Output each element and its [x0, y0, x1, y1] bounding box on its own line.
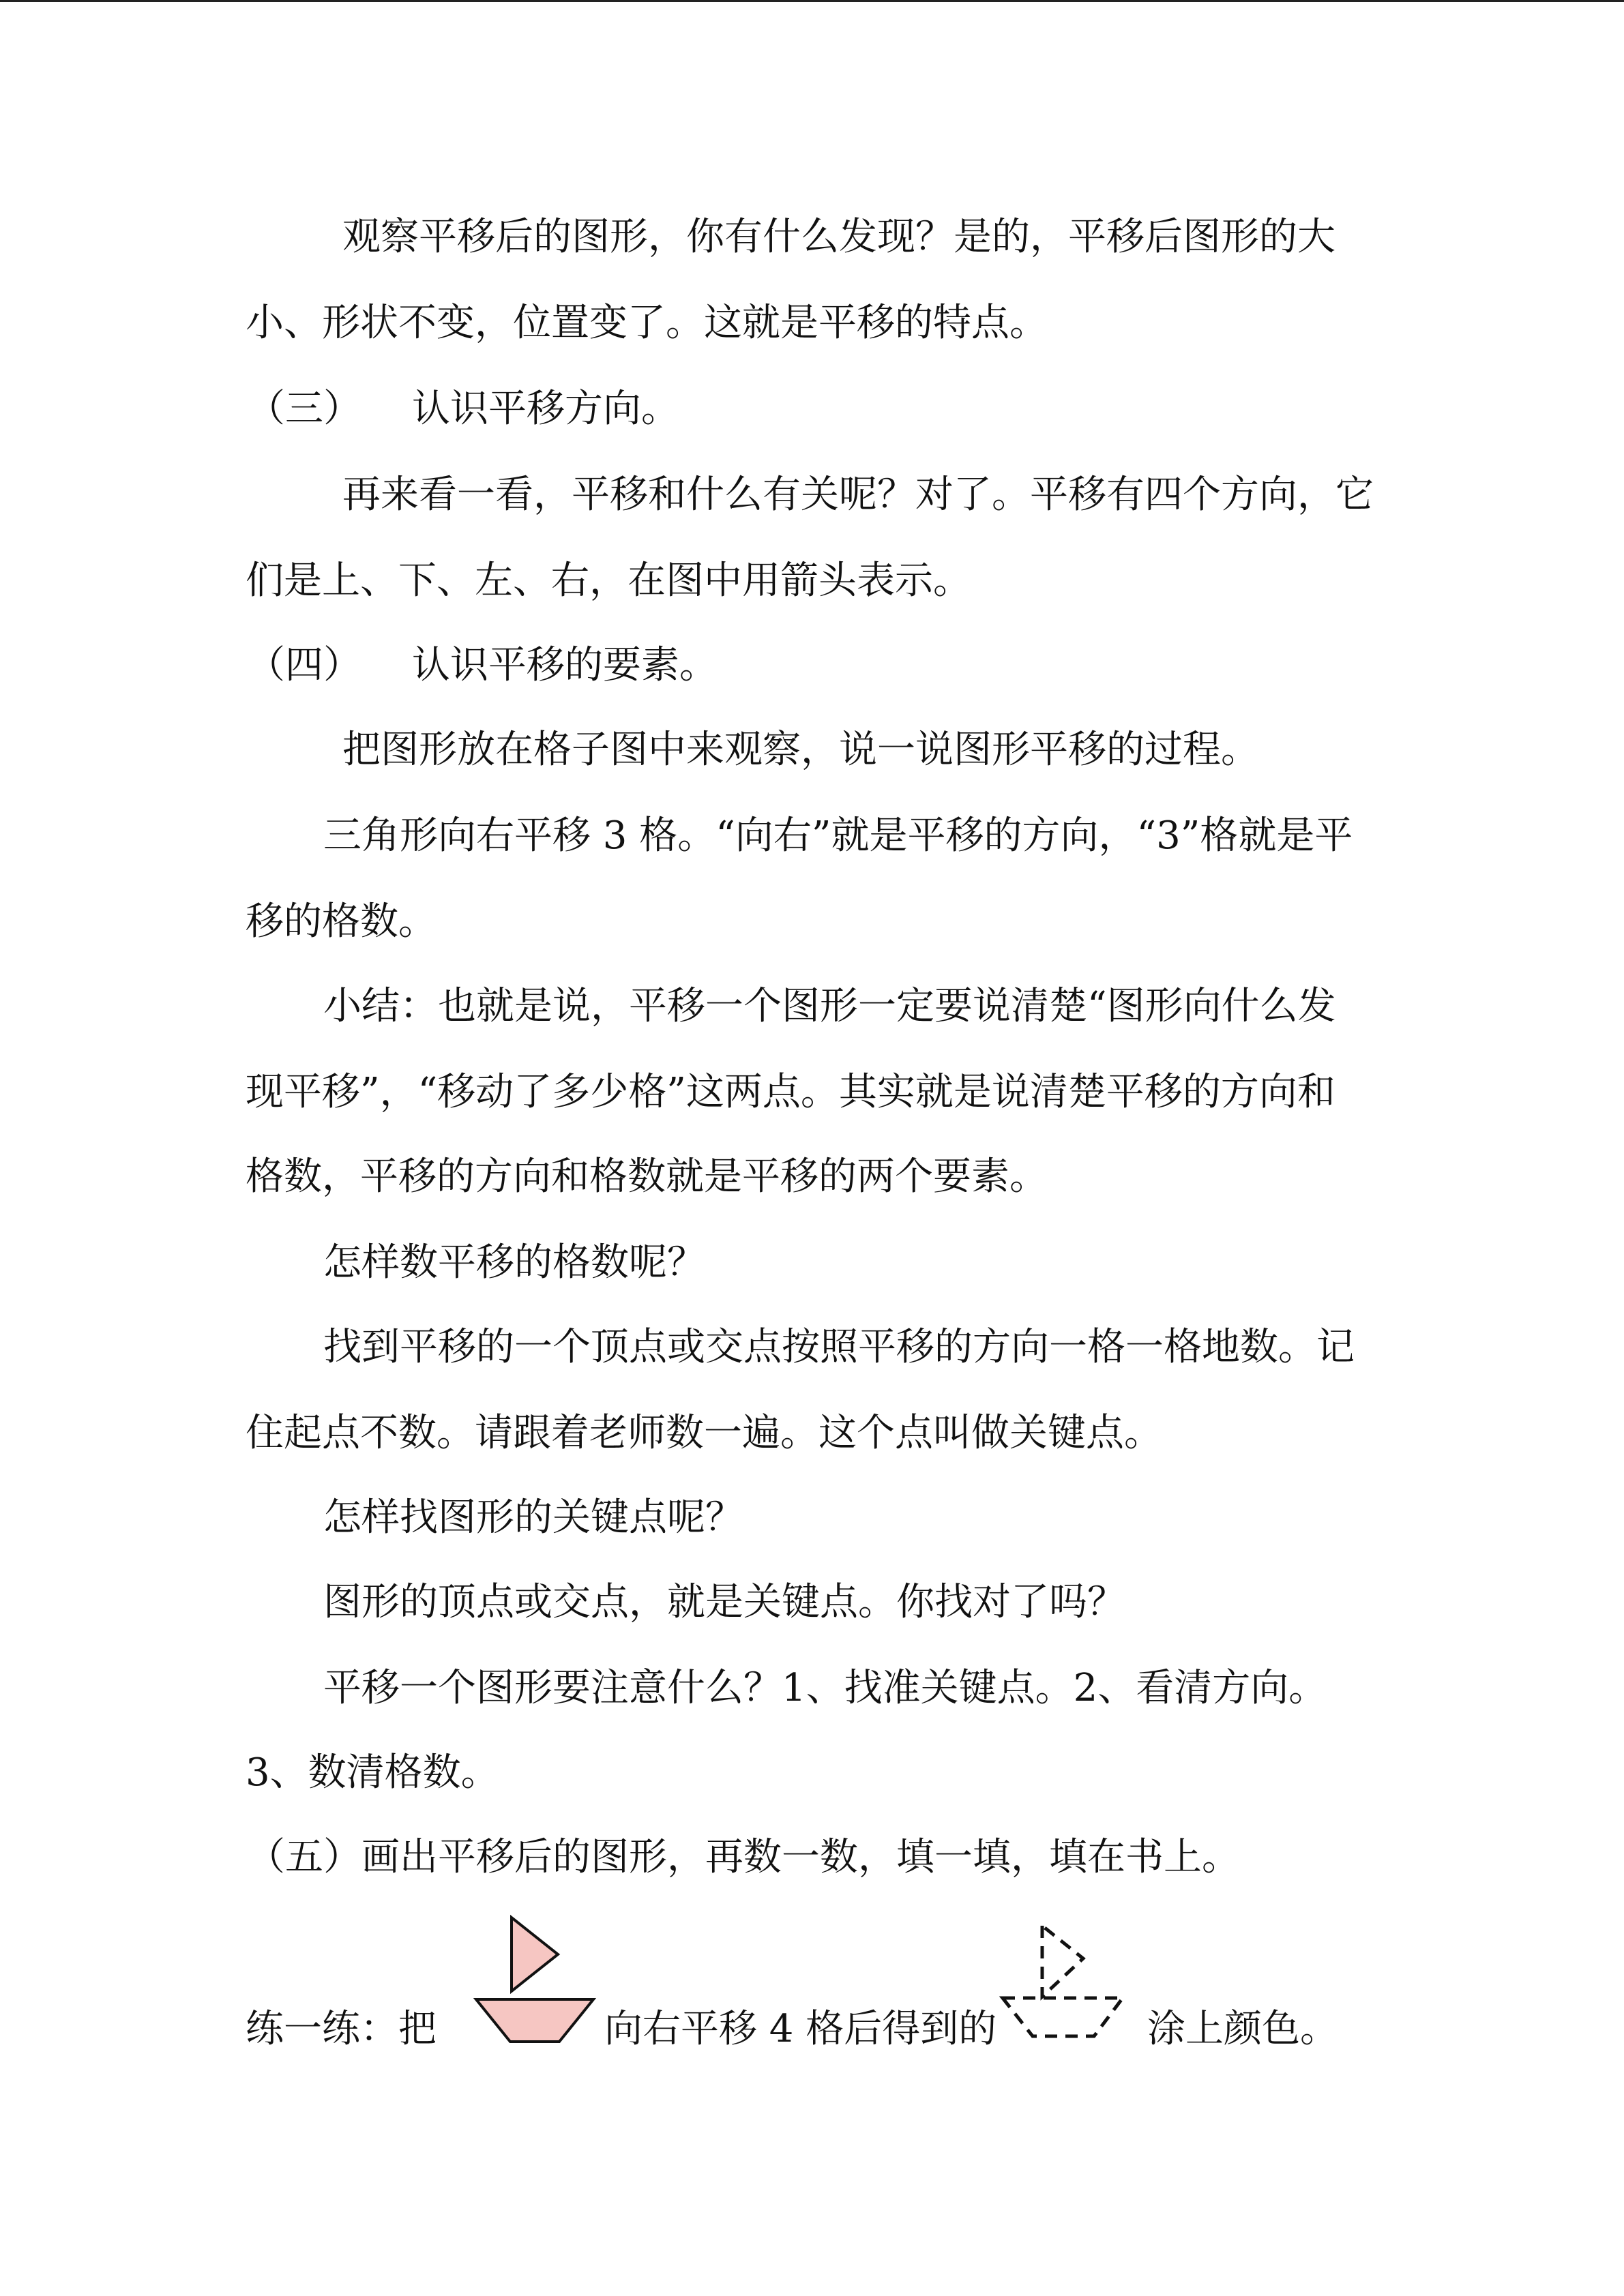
- paragraph-line: 移的格数。: [246, 899, 437, 944]
- paragraph-line: 观察平移后的图形，你有什么发现？是的，平移后图形的大: [342, 215, 1335, 259]
- page-top-border: [0, 0, 1624, 2]
- paragraph-line: 怎样数平移的格数呢？: [323, 1240, 705, 1285]
- paragraph-line: 怎样找图形的关键点呢？: [323, 1495, 743, 1540]
- practice-suffix: 涂上颜色。: [1147, 2007, 1338, 2051]
- section-heading-5: （五）画出平移后的图形，再数一数，填一填，填在书上。: [247, 1835, 1240, 1879]
- paragraph-line: 找到平移的一个顶点或交点按照平移的方向一格一格地数。记: [323, 1325, 1355, 1369]
- pink-sailboat-icon: [471, 1912, 597, 2048]
- paragraph-line: 平移一个图形要注意什么？1、找准关键点。2、看清方向。: [323, 1666, 1327, 1710]
- practice-prefix: 练一练：把: [246, 2007, 437, 2051]
- practice-middle: 向右平移 4 格后得到的: [604, 2007, 997, 2051]
- paragraph-line: 三角形向右平移 3 格。“向右”就是平移的方向，“3”格就是平: [323, 814, 1353, 858]
- paragraph-line: 3、数清格数。: [246, 1750, 499, 1795]
- paragraph-line: 把图形放在格子图中来观察，说一说图形平移的过程。: [342, 728, 1259, 772]
- paragraph-line: 住起点不数。请跟着老师数一遍。这个点叫做关键点。: [246, 1411, 1162, 1455]
- heading-number: （三）: [247, 387, 361, 431]
- paragraph-line: 小、形状不变，位置变了。这就是平移的特点。: [246, 301, 1048, 345]
- paragraph-line: 们是上、下、左、右，在图中用箭头表示。: [246, 558, 971, 603]
- paragraph-line: 格数，平移的方向和格数就是平移的两个要素。: [246, 1154, 1048, 1199]
- paragraph-line: 图形的顶点或交点，就是关键点。你找对了吗？: [323, 1580, 1125, 1624]
- paragraph-line: 小结：也就是说，平移一个图形一定要说清楚“图形向什么发: [323, 984, 1336, 1028]
- section-heading-3: [247, 386, 679, 432]
- dashed-sailboat-outline-icon: [997, 1919, 1127, 2048]
- heading-text: 认识平移方向。: [412, 387, 679, 431]
- paragraph-line: 再来看一看，平移和什么有关呢？对了。平移有四个方向，它: [342, 473, 1374, 517]
- section-heading-4: [247, 642, 718, 689]
- heading-text: 认识平移的要素。: [412, 643, 718, 687]
- heading-number: （四）: [247, 643, 361, 687]
- paragraph-line: 现平移”，“移动了多少格”这两点。其实就是说清楚平移的方向和: [246, 1070, 1335, 1114]
